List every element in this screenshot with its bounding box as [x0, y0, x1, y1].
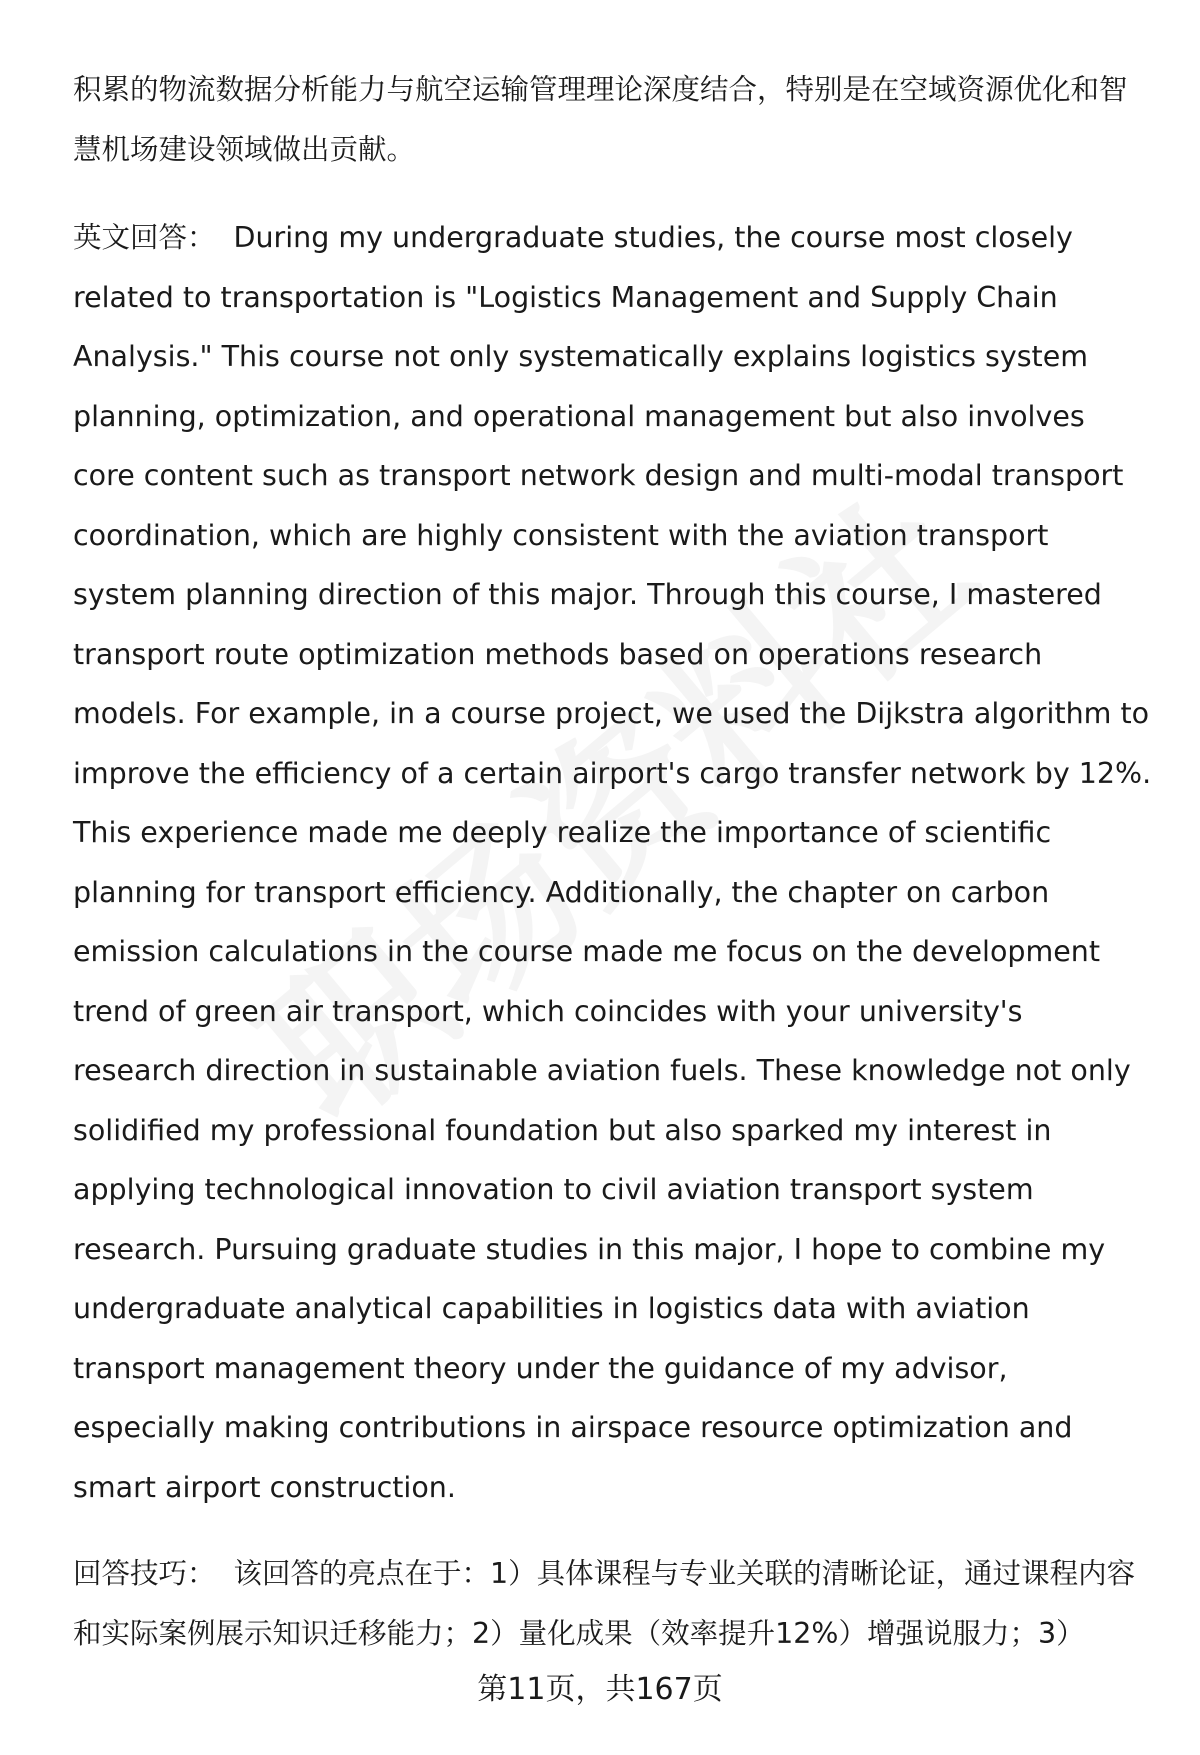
continuation-paragraph	[73, 60, 1153, 179]
answer-tips-paragraph	[73, 1544, 1153, 1663]
answer-tips-text: 该回答的亮点在于：1）具体课程与专业关联的清晰论证，通过课程内容和实际案例展示知识迁移能力；2）量化成果（效率提升12%）增强说服力；3）	[73, 1557, 1136, 1650]
english-answer-text: During my undergraduate studies, the course most closely related to transportation is "Logistics Management and Supply Chain Analysis." This course not only systematically explains logistics system planning, optimization, and operational management but also involves core content such as transport network design and multi-modal transport coordination, which are highly consistent with the aviation transport system planning direction of this major. Through this course, I mastered transport route optimization methods based on operations research models. For example, in a course project, we used the Dijkstra algorithm to improve the efficiency of a certain airport's cargo transfer network by 12%. This experience made me deeply realize the importance of scientific planning for transport efficiency. Additionally, the chapter on carbon emission calculations in the course made me focus on the development trend of green air transport, which coincides with your university's research direction in sustainable aviation fuels. These knowledge not only solidified my professional foundation but also sparked my interest in applying technological innovation to civil aviation transport system research. Pursuing graduate studies in this major, I hope to combine my undergraduate analytical capabilities in logistics data with aviation transport management theory under the guidance of my advisor, especially making contributions in airspace resource optimization and smart airport construction.	[73, 221, 1152, 1504]
page-number: 第11页，共167页	[477, 1672, 723, 1707]
english-answer-label: 英文回答：	[73, 221, 216, 254]
english-answer-paragraph	[73, 208, 1153, 1517]
continuation-text: 积累的物流数据分析能力与航空运输管理理论深度结合，特别是在空域资源优化和智慧机场建设领域做出贡献。	[73, 73, 1128, 166]
answer-tips-label: 回答技巧：	[73, 1557, 216, 1590]
